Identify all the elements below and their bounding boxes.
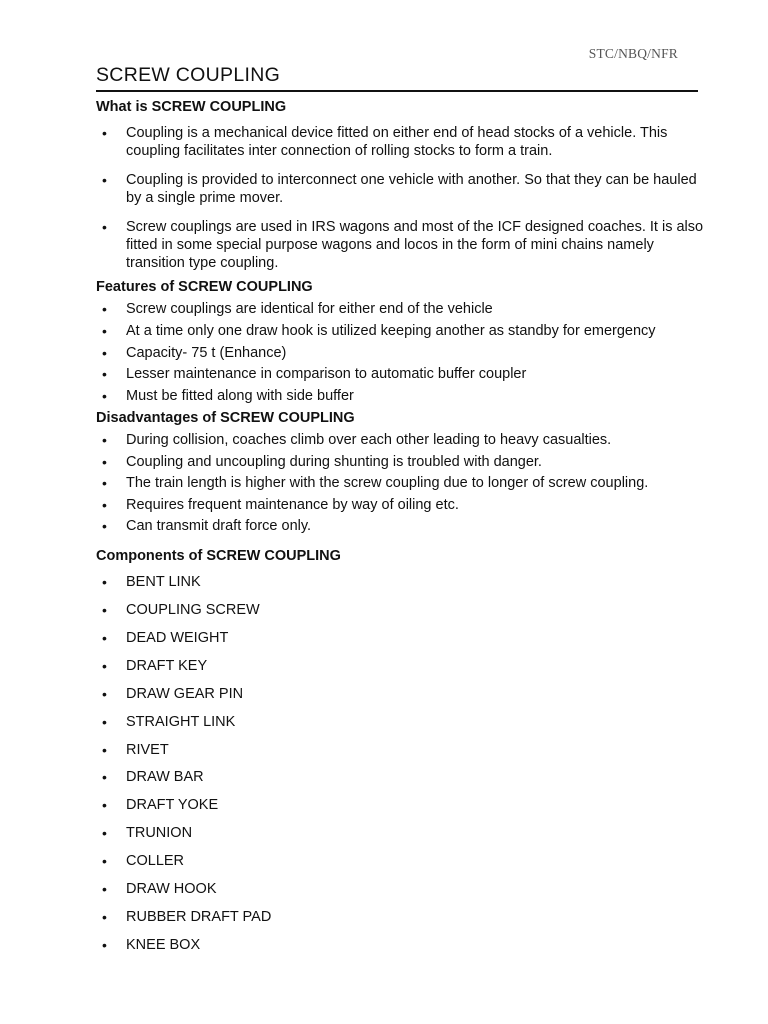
bullet-icon: • <box>102 629 107 646</box>
bullet-icon: • <box>102 125 107 141</box>
list-item <box>96 685 708 703</box>
list-item <box>96 796 708 814</box>
bullet-icon: • <box>102 388 107 405</box>
list-item <box>96 741 708 759</box>
list-item <box>96 880 708 898</box>
list-item-text: Capacity- 75 t (Enhance) <box>126 344 287 361</box>
list-item-text: At a time only one draw hook is utilized keeping another as standby for emergency <box>126 322 656 339</box>
list-item <box>96 218 708 272</box>
list-item <box>96 768 708 786</box>
list-item-text: Screw couplings are identical for either end of the vehicle <box>126 301 493 317</box>
section-what-is <box>96 98 708 272</box>
bullet-icon: • <box>102 685 107 702</box>
list-item <box>96 171 708 207</box>
document-body <box>96 98 708 964</box>
title-underline-divider <box>96 90 698 92</box>
bullet-list-components <box>96 573 708 954</box>
document-reference-code: STC/NBQ/NFR <box>588 46 678 61</box>
section-features <box>96 278 708 405</box>
list-item <box>96 124 708 160</box>
list-item <box>96 322 708 340</box>
list-item <box>96 474 708 492</box>
list-item-text: DRAW GEAR PIN <box>126 685 244 702</box>
section-heading-features: Features of SCREW COUPLING <box>96 279 313 295</box>
bullet-icon: • <box>102 741 107 758</box>
bullet-icon: • <box>102 797 107 814</box>
section-heading-disadvantages: Disadvantages of SCREW COUPLING <box>96 410 355 427</box>
list-item-text: COLLER <box>126 853 185 870</box>
bullet-icon: • <box>102 602 107 619</box>
bullet-list-what-is <box>96 124 708 272</box>
list-item-text: Can transmit draft force only. <box>126 518 312 535</box>
list-item <box>96 629 708 647</box>
list-item-text: Coupling is provided to interconnect one vehicle with another. So that they can be hauled by a single prime mover. <box>126 172 697 206</box>
bullet-icon: • <box>102 475 107 492</box>
bullet-icon: • <box>102 453 107 470</box>
list-item <box>96 387 708 405</box>
bullet-list-features <box>96 300 708 405</box>
bullet-icon: • <box>102 366 107 383</box>
list-item-text: BENT LINK <box>126 574 201 591</box>
page-title: SCREW COUPLING <box>96 64 281 86</box>
bullet-icon: • <box>102 172 107 188</box>
bullet-icon: • <box>102 301 107 317</box>
list-item <box>96 936 708 954</box>
list-item-text: RIVET <box>126 741 169 758</box>
bullet-list-disadvantages <box>96 431 708 535</box>
list-item <box>96 601 708 619</box>
bullet-icon: • <box>102 880 107 897</box>
bullet-icon: • <box>102 825 107 842</box>
bullet-icon: • <box>102 219 107 235</box>
list-item <box>96 344 708 362</box>
list-item-text: DRAW BAR <box>126 769 204 786</box>
bullet-icon: • <box>102 518 107 535</box>
bullet-icon: • <box>102 322 107 339</box>
bullet-icon: • <box>102 853 107 870</box>
list-item-text: Coupling and uncoupling during shunting is troubled with danger. <box>126 453 542 470</box>
list-item-text: TRUNION <box>126 825 193 842</box>
list-item <box>96 496 708 514</box>
bullet-icon: • <box>102 936 107 953</box>
list-item-text: During collision, coaches climb over each other leading to heavy casualties. <box>126 432 612 449</box>
bullet-icon: • <box>102 657 107 674</box>
list-item-text: The train length is higher with the screw coupling due to longer of screw coupling. <box>126 475 649 492</box>
list-item-text: COUPLING SCREW <box>126 602 260 619</box>
list-item <box>96 908 708 926</box>
list-item <box>96 300 708 318</box>
list-item <box>96 453 708 471</box>
list-item <box>96 517 708 535</box>
bullet-icon: • <box>102 713 107 730</box>
section-disadvantages <box>96 409 708 535</box>
list-item-text: Screw couplings are used in IRS wagons and most of the ICF designed coaches. It is also fitted in some special purpose wagons and locos in the form of mini chains namely transition type coupling. <box>126 219 704 271</box>
bullet-icon: • <box>102 432 107 449</box>
list-item-text: Coupling is a mechanical device fitted on either end of head stocks of a vehicle. This coupling facilitates inter connection of rolling stocks to form a train. <box>126 125 668 159</box>
list-item-text: DRAFT KEY <box>126 657 208 674</box>
bullet-icon: • <box>102 908 107 925</box>
list-item-text: RUBBER DRAFT PAD <box>126 908 272 925</box>
list-item <box>96 573 708 591</box>
list-item-text: DEAD WEIGHT <box>126 629 229 646</box>
list-item <box>96 657 708 675</box>
section-heading-what-is: What is SCREW COUPLING <box>96 99 287 115</box>
list-item-text: STRAIGHT LINK <box>126 713 236 730</box>
list-item <box>96 713 708 731</box>
bullet-icon: • <box>102 344 107 361</box>
list-item-text: DRAW HOOK <box>126 880 217 897</box>
list-item-text: Lesser maintenance in comparison to automatic buffer coupler <box>126 366 527 383</box>
bullet-icon: • <box>102 574 107 591</box>
section-heading-components: Components of SCREW COUPLING <box>96 548 341 565</box>
list-item-text: DRAFT YOKE <box>126 797 219 814</box>
list-item <box>96 365 708 383</box>
bullet-icon: • <box>102 496 107 513</box>
list-item <box>96 431 708 449</box>
list-item <box>96 824 708 842</box>
list-item-text: Must be fitted along with side buffer <box>126 388 354 405</box>
list-item-text: Requires frequent maintenance by way of oiling etc. <box>126 496 459 513</box>
list-item <box>96 852 708 870</box>
bullet-icon: • <box>102 769 107 786</box>
section-components <box>96 547 708 954</box>
list-item-text: KNEE BOX <box>126 936 201 953</box>
